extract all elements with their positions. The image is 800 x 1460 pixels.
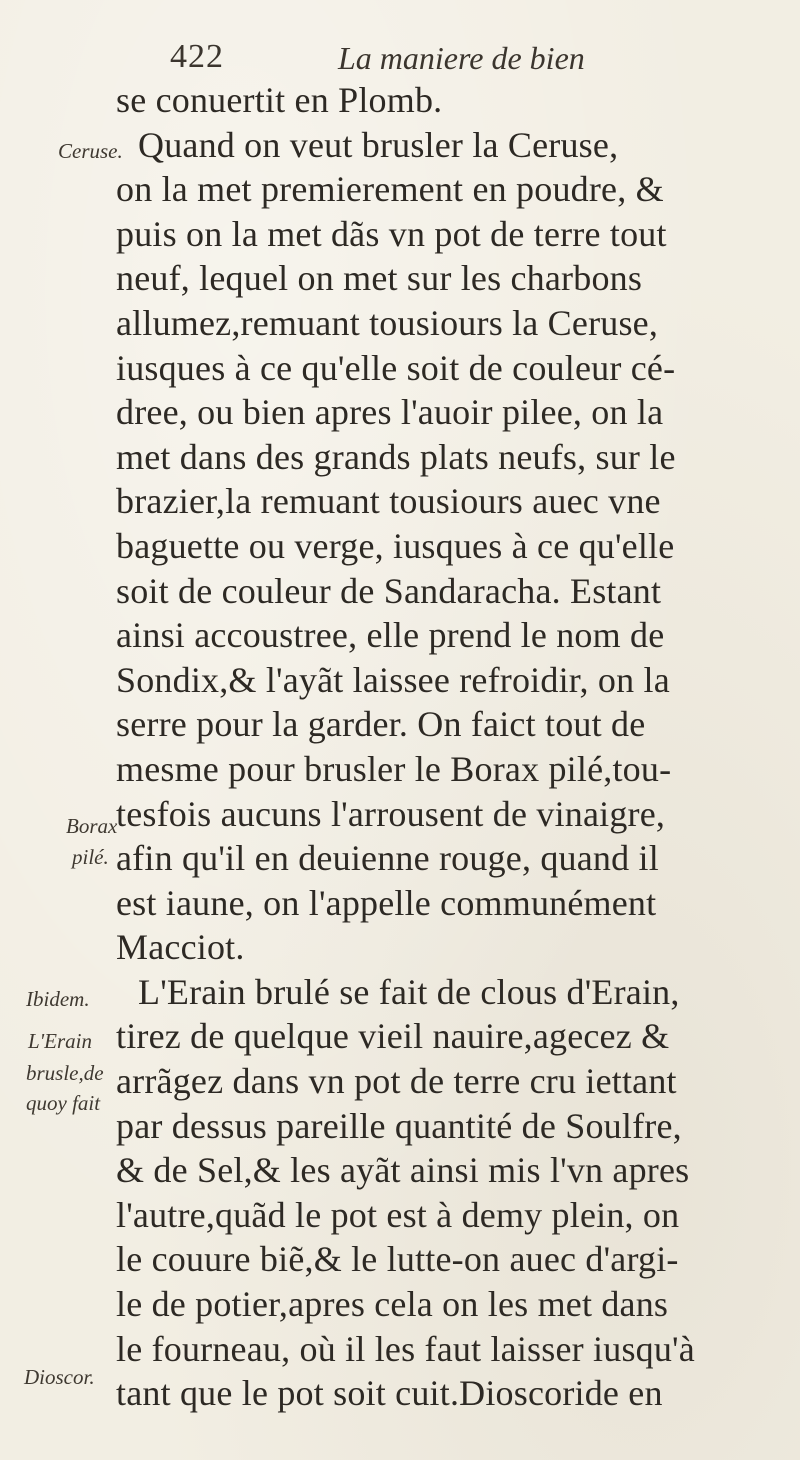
text-line: l'autre,quãd le pot est à demy plein, on	[116, 1194, 680, 1235]
body-text	[116, 78, 766, 1416]
text-line: on la met premierement en poudre, &	[116, 169, 664, 210]
text-line: tant que le pot soit cuit.Dioscoride en	[116, 1373, 663, 1414]
text-line: L'Erain brulé se fait de clous d'Erain,	[138, 971, 680, 1012]
text-line: tirez de quelque vieil nauire,agecez &	[116, 1016, 670, 1057]
text-line: neuf, lequel on met sur les charbons	[116, 258, 643, 299]
text-line: tesfois aucuns l'arrousent de vinaigre,	[116, 793, 666, 834]
text-line: Sondix,& l'ayãt laissee refroidir, on la	[116, 659, 670, 700]
text-line: est iaune, on l'appelle communément	[116, 882, 657, 923]
text-line: iusques à ce qu'elle soit de couleur cé-	[116, 347, 676, 388]
text-line: serre pour la garder. On faict tout de	[116, 704, 646, 745]
text-line: baguette ou verge, iusques à ce qu'elle	[116, 525, 675, 566]
margin-note-lerain: L'Erain	[28, 1029, 93, 1053]
running-title: La maniere de bien	[338, 40, 585, 76]
text-line: Macciot.	[116, 927, 245, 968]
text-line: brazier,la remuant tousiours auec vne	[116, 481, 661, 522]
margin-note-brusle: brusle,de	[26, 1061, 104, 1085]
margin-note-dioscor: Dioscor.	[24, 1365, 95, 1389]
text-line: le de potier,apres cela on les met dans	[116, 1284, 669, 1325]
text-line: arrãgez dans vn pot de terre cru iettant	[116, 1061, 677, 1102]
text-line: ainsi accoustree, elle prend le nom de	[116, 615, 665, 656]
text-line: & de Sel,& les ayãt ainsi mis l'vn apres	[116, 1150, 690, 1191]
text-line: se conuertit en Plomb.	[116, 80, 443, 120]
text-line: soit de couleur de Sandaracha. Estant	[116, 570, 662, 611]
margin-note-pile: pilé.	[72, 845, 109, 869]
text-line: puis on la met dãs vn pot de terre tout	[116, 213, 667, 254]
margin-note-quoy-fait: quoy fait	[26, 1091, 101, 1115]
text-line: afin qu'il en deuienne rouge, quand il	[116, 838, 659, 879]
text-line: le couure biẽ,& le lutte-on auec d'argi-	[116, 1239, 679, 1280]
text-line: allumez,remuant tousiours la Ceruse,	[116, 302, 659, 343]
text-line: Quand on veut brusler la Ceruse,	[138, 124, 619, 165]
margin-note-ibidem: Ibidem.	[26, 987, 90, 1011]
text-line: le fourneau, où il les faut laisser iusqu'à	[116, 1328, 695, 1369]
margin-note-ceruse: Ceruse.	[58, 139, 123, 163]
margin-notes	[0, 0, 123, 1460]
text-line: par dessus pareille quantité de Soulfre,	[116, 1105, 682, 1146]
text-line: dree, ou bien apres l'auoir pilee, on la	[116, 392, 664, 433]
text-line: met dans des grands plats neufs, sur le	[116, 436, 676, 477]
margin-note-borax: Borax	[66, 814, 118, 838]
text-line: mesme pour brusler le Borax pilé,tou-	[116, 748, 672, 789]
page-number: 422	[170, 38, 224, 75]
